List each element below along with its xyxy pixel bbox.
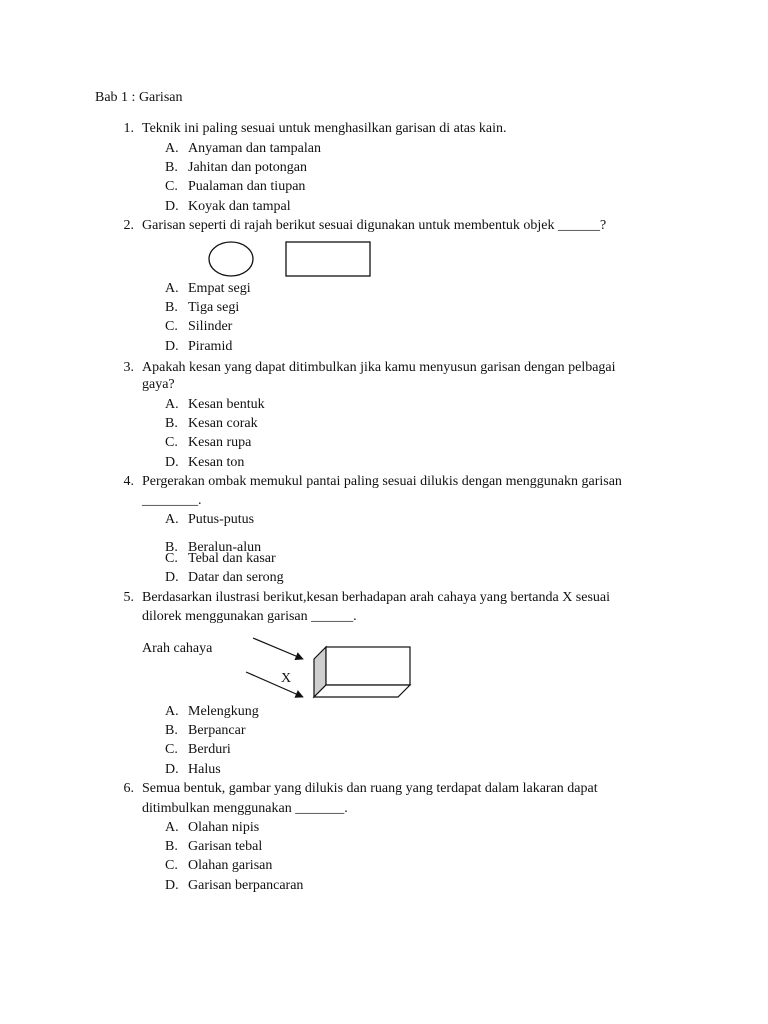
option-text: Jahitan dan potongan: [188, 160, 307, 175]
option-letter: C.: [165, 435, 178, 450]
question-text-continued: gaya?: [142, 377, 175, 392]
box-front-face: [326, 647, 410, 685]
option-text: Garisan berpancaran: [188, 878, 304, 893]
question-number: 5.: [123, 590, 134, 605]
option-letter: C.: [165, 319, 178, 334]
option-text: Pualaman dan tiupan: [188, 179, 306, 194]
option-letter: C.: [165, 742, 178, 757]
option-text: Melengkung: [188, 704, 259, 719]
question-number: 1.: [123, 121, 134, 136]
option-letter: B.: [165, 540, 178, 555]
question-text-continued: ditimbulkan menggunakan _______.: [142, 801, 348, 816]
option-letter: B.: [165, 160, 178, 175]
option-text: Kesan corak: [188, 416, 258, 431]
option-letter: B.: [165, 723, 178, 738]
option-text: Berduri: [188, 742, 231, 757]
option-letter: D.: [165, 455, 179, 470]
question-number: 6.: [123, 781, 134, 796]
light-direction-label: Arah cahaya: [142, 641, 213, 656]
box-bottom-face: [314, 685, 410, 697]
question-text: Garisan seperti di rajah berikut sesuai digunakan untuk membentuk objek ______?: [142, 218, 607, 233]
option-letter: B.: [165, 300, 178, 315]
chapter-title: Bab 1 : Garisan: [95, 90, 183, 105]
option-text: Garisan tebal: [188, 839, 263, 854]
option-letter: A.: [165, 397, 179, 412]
option-text: Koyak dan tampal: [188, 199, 291, 214]
option-text: Olahan garisan: [188, 858, 273, 873]
option-letter: A.: [165, 704, 179, 719]
question-text: Semua bentuk, gambar yang dilukis dan ruang yang terdapat dalam lakaran dapat: [142, 781, 598, 796]
question-number: 2.: [123, 218, 134, 233]
option-text: Empat segi: [188, 281, 251, 296]
option-text: Anyaman dan tampalan: [188, 141, 321, 156]
option-text: Kesan ton: [188, 455, 245, 470]
option-text: Kesan rupa: [188, 435, 252, 450]
option-letter: B.: [165, 839, 178, 854]
option-letter: D.: [165, 199, 179, 214]
option-text: Tiga segi: [188, 300, 240, 315]
question-number: 4.: [123, 474, 134, 489]
option-letter: D.: [165, 762, 179, 777]
option-text: Silinder: [188, 319, 233, 334]
option-letter: C.: [165, 858, 178, 873]
option-text: Datar dan serong: [188, 570, 284, 585]
option-text: Berpancar: [188, 723, 246, 738]
question-text-continued: dilorek menggunakan garisan ______.: [142, 609, 357, 624]
option-letter: D.: [165, 878, 179, 893]
option-letter: A.: [165, 281, 179, 296]
option-text: Tebal dan kasar: [188, 551, 276, 566]
question-text: Teknik ini paling sesuai untuk menghasilkan garisan di atas kain.: [142, 121, 507, 136]
option-text: Piramid: [188, 339, 233, 354]
option-letter: A.: [165, 512, 179, 527]
light-arrow-top: [253, 638, 303, 659]
option-text: Halus: [188, 762, 221, 777]
answer-blank: ________.: [142, 493, 202, 508]
option-text: Olahan nipis: [188, 820, 260, 835]
question-number: 3.: [123, 360, 134, 375]
figure-mark-x: X: [281, 671, 292, 686]
question-text: Apakah kesan yang dapat ditimbulkan jika kamu menyusun garisan dengan pelbagai: [142, 360, 616, 375]
light-arrow-bottom: [246, 672, 303, 697]
question-text: Pergerakan ombak memukul pantai paling sesuai dilukis dengan menggunakn garisan: [142, 474, 622, 489]
option-text: Kesan bentuk: [188, 397, 265, 412]
option-text: Putus-putus: [188, 512, 255, 527]
question-text: Berdasarkan ilustrasi berikut,kesan berhadapan arah cahaya yang bertanda X sesuai: [142, 590, 611, 605]
option-letter: C.: [165, 551, 178, 566]
option-letter: D.: [165, 339, 179, 354]
option-letter: D.: [165, 570, 179, 585]
option-letter: C.: [165, 179, 178, 194]
option-letter: A.: [165, 141, 179, 156]
option-letter: A.: [165, 820, 179, 835]
option-text: Beralun-alun: [188, 540, 262, 555]
option-letter: B.: [165, 416, 178, 431]
